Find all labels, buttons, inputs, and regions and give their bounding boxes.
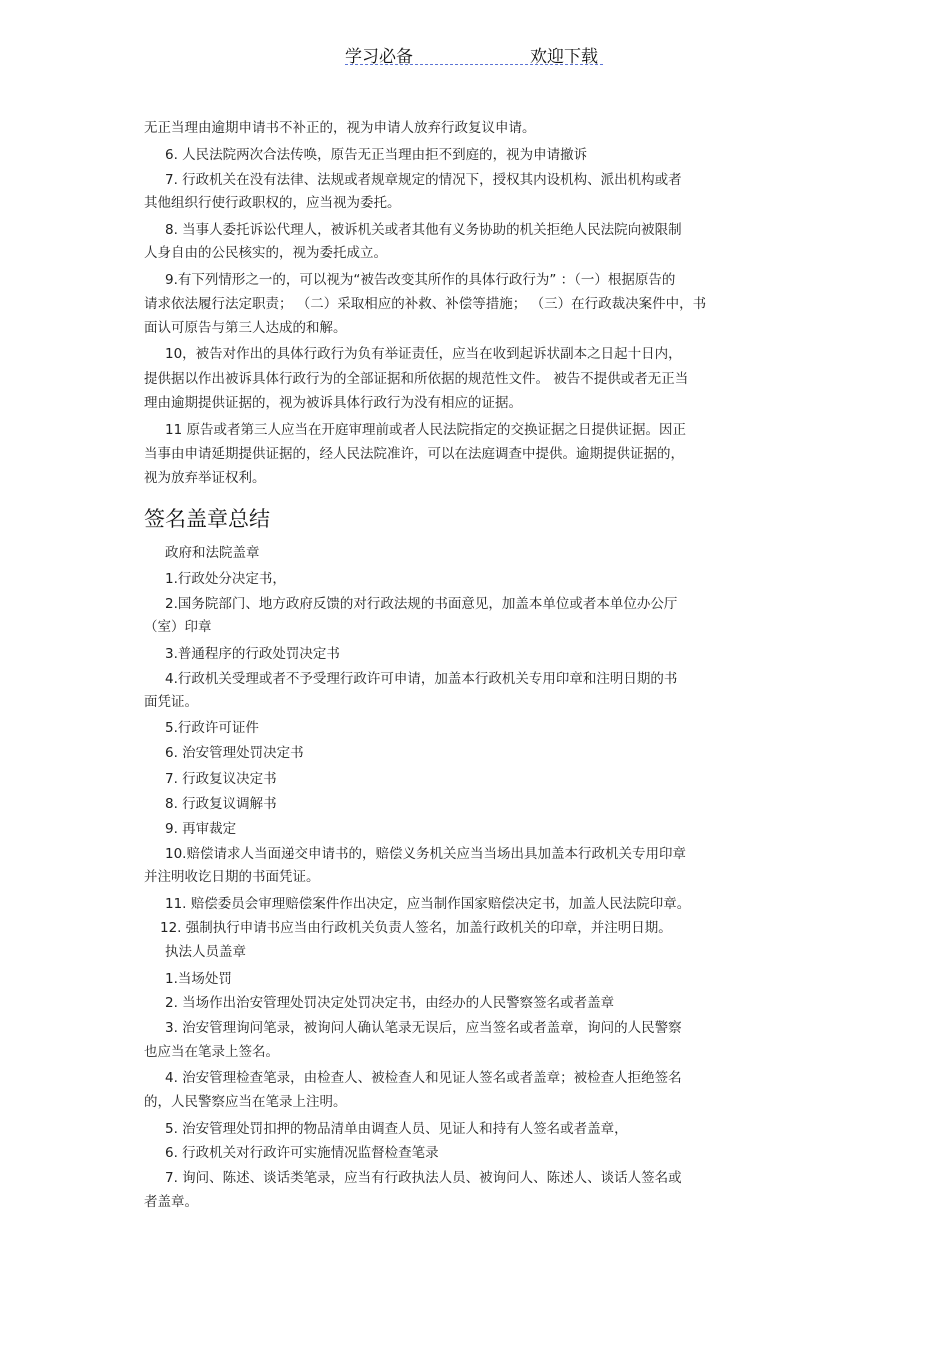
text-line: 并注明收讫日期的书面凭证。 (144, 869, 320, 885)
text-line: 3.普通程序的行政处罚决定书 (165, 646, 340, 662)
text-line: 5.行政许可证件 (165, 720, 259, 736)
text-line: 面凭证。 (144, 694, 198, 710)
text-line: 6. 人民法院两次合法传唤，原告无正当理由拒不到庭的，视为申请撤诉 (165, 147, 588, 163)
text-line: 11 原告或者第三人应当在开庭审理前或者人民法院指定的交换证据之日提供证据。因正 (165, 422, 686, 438)
text-line: 1.当场处罚 (165, 971, 232, 987)
text-line: 无正当理由逾期申请书不补正的，视为申请人放弃行政复议申请。 (144, 120, 536, 136)
text-line: 10，被告对作出的具体行政行为负有举证责任，应当在收到起诉状副本之日起十日内， (165, 346, 682, 362)
text-line: 1.行政处分决定书， (165, 571, 286, 587)
text-line: 7. 询问、陈述、谈话类笔录，应当有行政执法人员、被询问人、陈述人、谈话人签名或 (165, 1170, 682, 1186)
text-line: 理由逾期提供证据的，视为被诉具体行政行为没有相应的证据。 (144, 395, 522, 411)
text-line: 其他组织行使行政职权的，应当视为委托。 (144, 195, 401, 211)
text-line: 2.国务院部门、地方政府反馈的对行政法规的书面意见，加盖本单位或者本单位办公厅 (165, 596, 678, 612)
text-line: 当事由申请延期提供证据的，经人民法院准许，可以在法庭调查中提供。逾期提供证据的， (144, 446, 684, 462)
text-line: 2. 当场作出治安管理处罚决定处罚决定书，由经办的人民警察签名或者盖章 (165, 995, 615, 1011)
text-line: 提供据以作出被诉具体行政行为的全部证据和所依据的规范性文件。 被告不提供或者无正当 (144, 371, 689, 387)
text-line: 者盖章。 (144, 1194, 198, 1210)
text-line: 3. 治安管理询问笔录，被询问人确认笔录无误后，应当签名或者盖章，询问的人民警察 (165, 1020, 682, 1036)
text-line: 7. 行政复议决定书 (165, 771, 277, 787)
text-line: 也应当在笔录上签名。 (144, 1044, 279, 1060)
text-line: 9. 再审裁定 (165, 821, 237, 837)
text-line: 5. 治安管理处罚扣押的物品清单由调查人员、见证人和持有人签名或者盖章， (165, 1121, 628, 1137)
text-line: 的，人民警察应当在笔录上注明。 (144, 1094, 347, 1110)
text-line: 10.赔偿请求人当面递交申请书的，赔偿义务机关应当当场出具加盖本行政机关专用印章 (165, 846, 686, 862)
header-left-text: 学习必备 (345, 47, 413, 67)
page-header (345, 40, 603, 65)
text-line: 8. 当事人委托诉讼代理人，被诉机关或者其他有义务协助的机关拒绝人民法院向被限制 (165, 222, 682, 238)
text-line: （室）印章 (144, 619, 212, 635)
text-line: 12. 强制执行申请书应当由行政机关负责人签名，加盖行政机关的印章，并注明日期。 (160, 920, 672, 936)
text-line: 请求依法履行法定职责； （二）采取相应的补救、补偿等措施； （三）在行政裁决案件中，书 (144, 296, 707, 312)
text-line: 4.行政机关受理或者不予受理行政许可申请，加盖本行政机关专用印章和注明日期的书 (165, 671, 678, 687)
text-line: 7. 行政机关在没有法律、法规或者规章规定的情况下，授权其内设机构、派出机构或者 (165, 172, 682, 188)
text-line: 人身自由的公民核实的，视为委托成立。 (144, 245, 387, 261)
text-line: 4. 治安管理检查笔录，由检查人、被检查人和见证人签名或者盖章；被检查人拒绝签名 (165, 1070, 682, 1086)
text-line: 6. 治安管理处罚决定书 (165, 745, 304, 761)
header-right-text: 欢迎下载 (530, 47, 598, 67)
subheading: 执法人员盖章 (165, 944, 246, 960)
text-line: 视为放弃举证权利。 (144, 470, 266, 486)
text-line: 9.有下列情形之一的，可以视为“被告改变其所作的具体行政行为” ：（一）根据原告的 (165, 272, 676, 288)
text-line: 8. 行政复议调解书 (165, 796, 277, 812)
text-line: 6. 行政机关对行政许可实施情况监督检查笔录 (165, 1145, 439, 1161)
text-line: 面认可原告与第三人达成的和解。 (144, 320, 347, 336)
subheading: 政府和法院盖章 (165, 545, 260, 561)
section-heading: 签名盖章总结 (144, 507, 270, 531)
text-line: 11. 赔偿委员会审理赔偿案件作出决定，应当制作国家赔偿决定书，加盖人民法院印章。 (165, 896, 691, 912)
